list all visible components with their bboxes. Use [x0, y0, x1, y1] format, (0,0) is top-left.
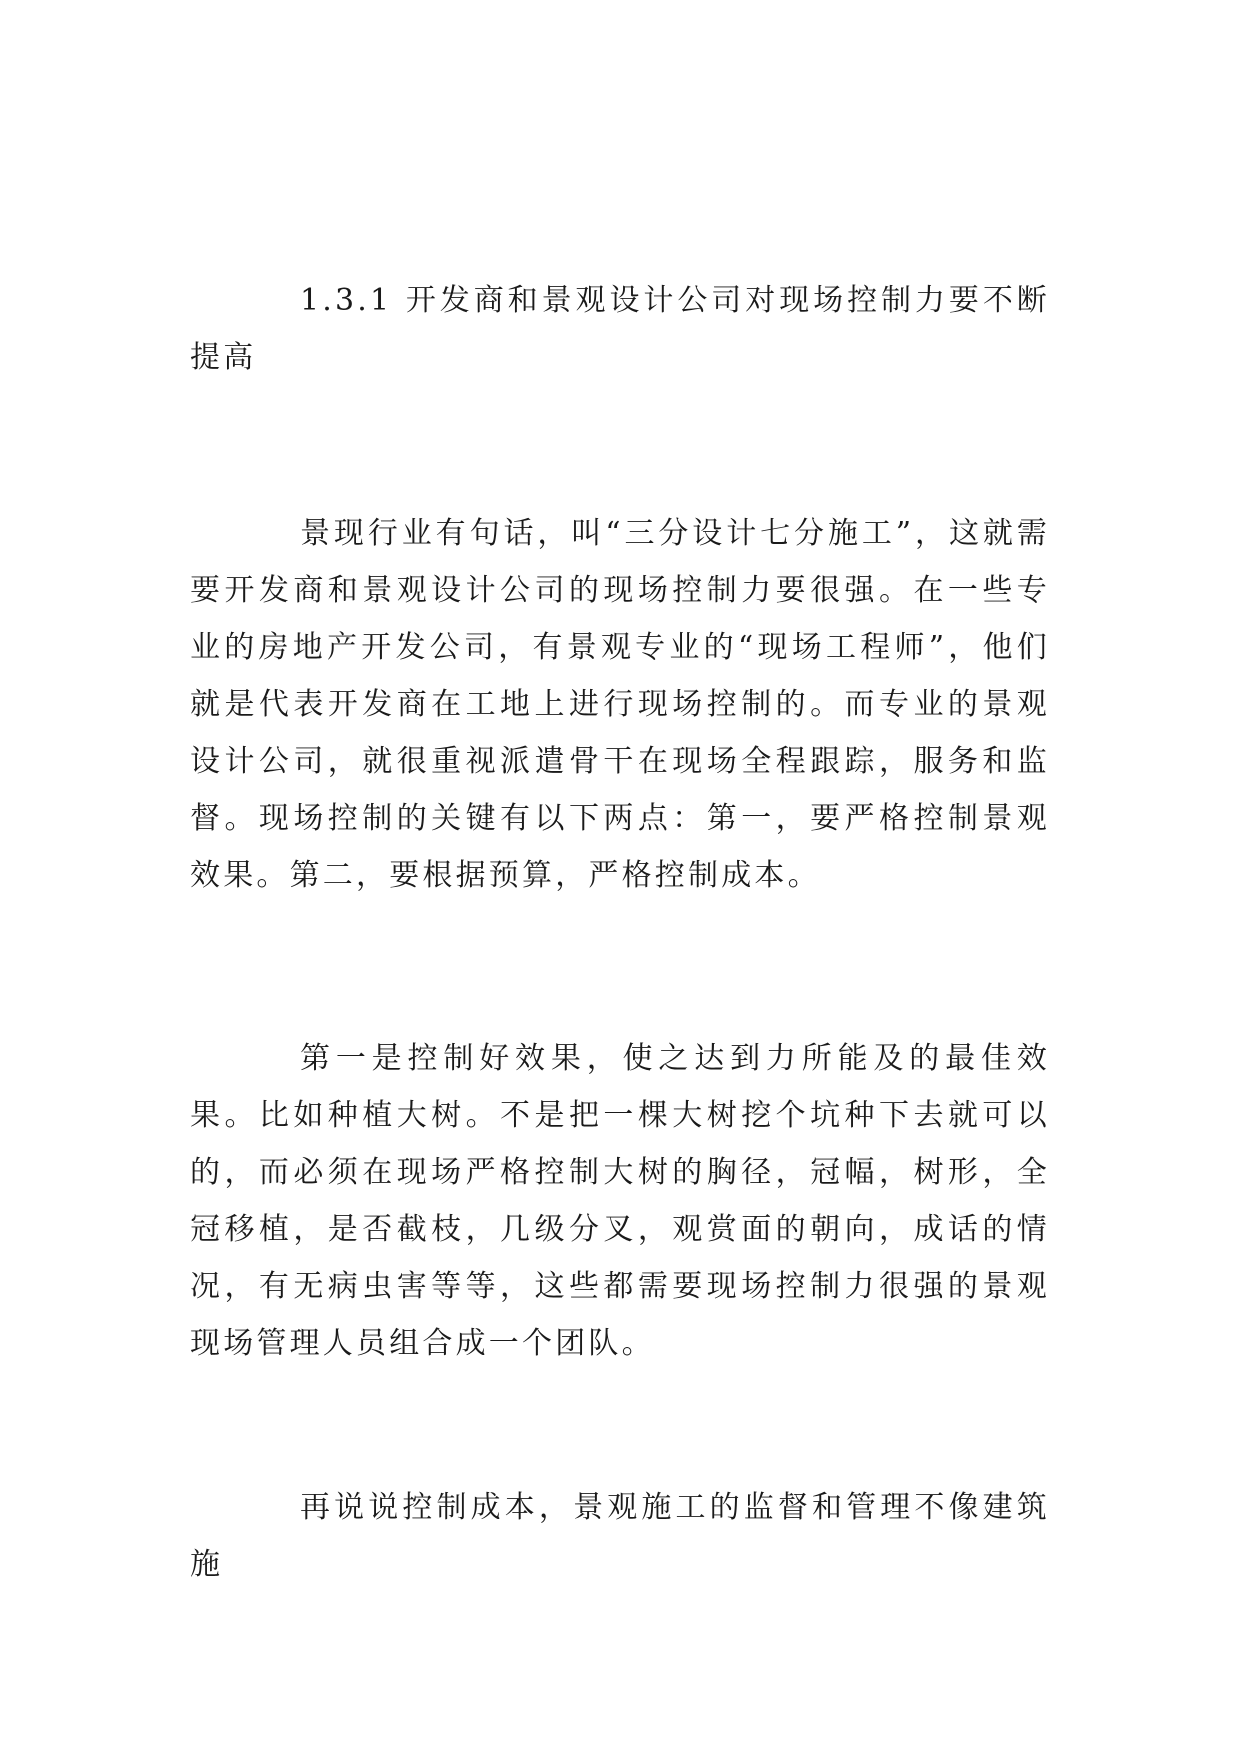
paragraph-1: 景现行业有句话，叫“三分设计七分施工”，这就需要开发商和景观设计公司的现场控制力要很强。在一些专业的房地产开发公司，有景观专业的“现场工程师”，他们就是代表开发商在工地上进行现场控制的。而专业的景观设计公司，就很重视派遣骨干在现场全程跟踪，服务和监督。现场控制的关键有以下两点：第一，要严格控制景观效果。第二，要根据预算，严格控制成本。 [190, 516, 1050, 893]
paragraph-3: 再说说控制成本，景观施工的监督和管理不像建筑施 [190, 1490, 1050, 1582]
paragraph-2: 第一是控制好效果，使之达到力所能及的最佳效果。比如种植大树。不是把一棵大树挖个坑种下去就可以的，而必须在现场严格控制大树的胸径，冠幅，树形，全冠移植，是否截枝，几级分叉，观赏面的朝向，成话的情况，有无病虫害等等，这些都需要现场控制力很强的景观现场管理人员组合成一个团队。 [190, 1041, 1050, 1361]
section-heading: 1.3.1 开发商和景观设计公司对现场控制力要不断提高 [190, 283, 1050, 375]
